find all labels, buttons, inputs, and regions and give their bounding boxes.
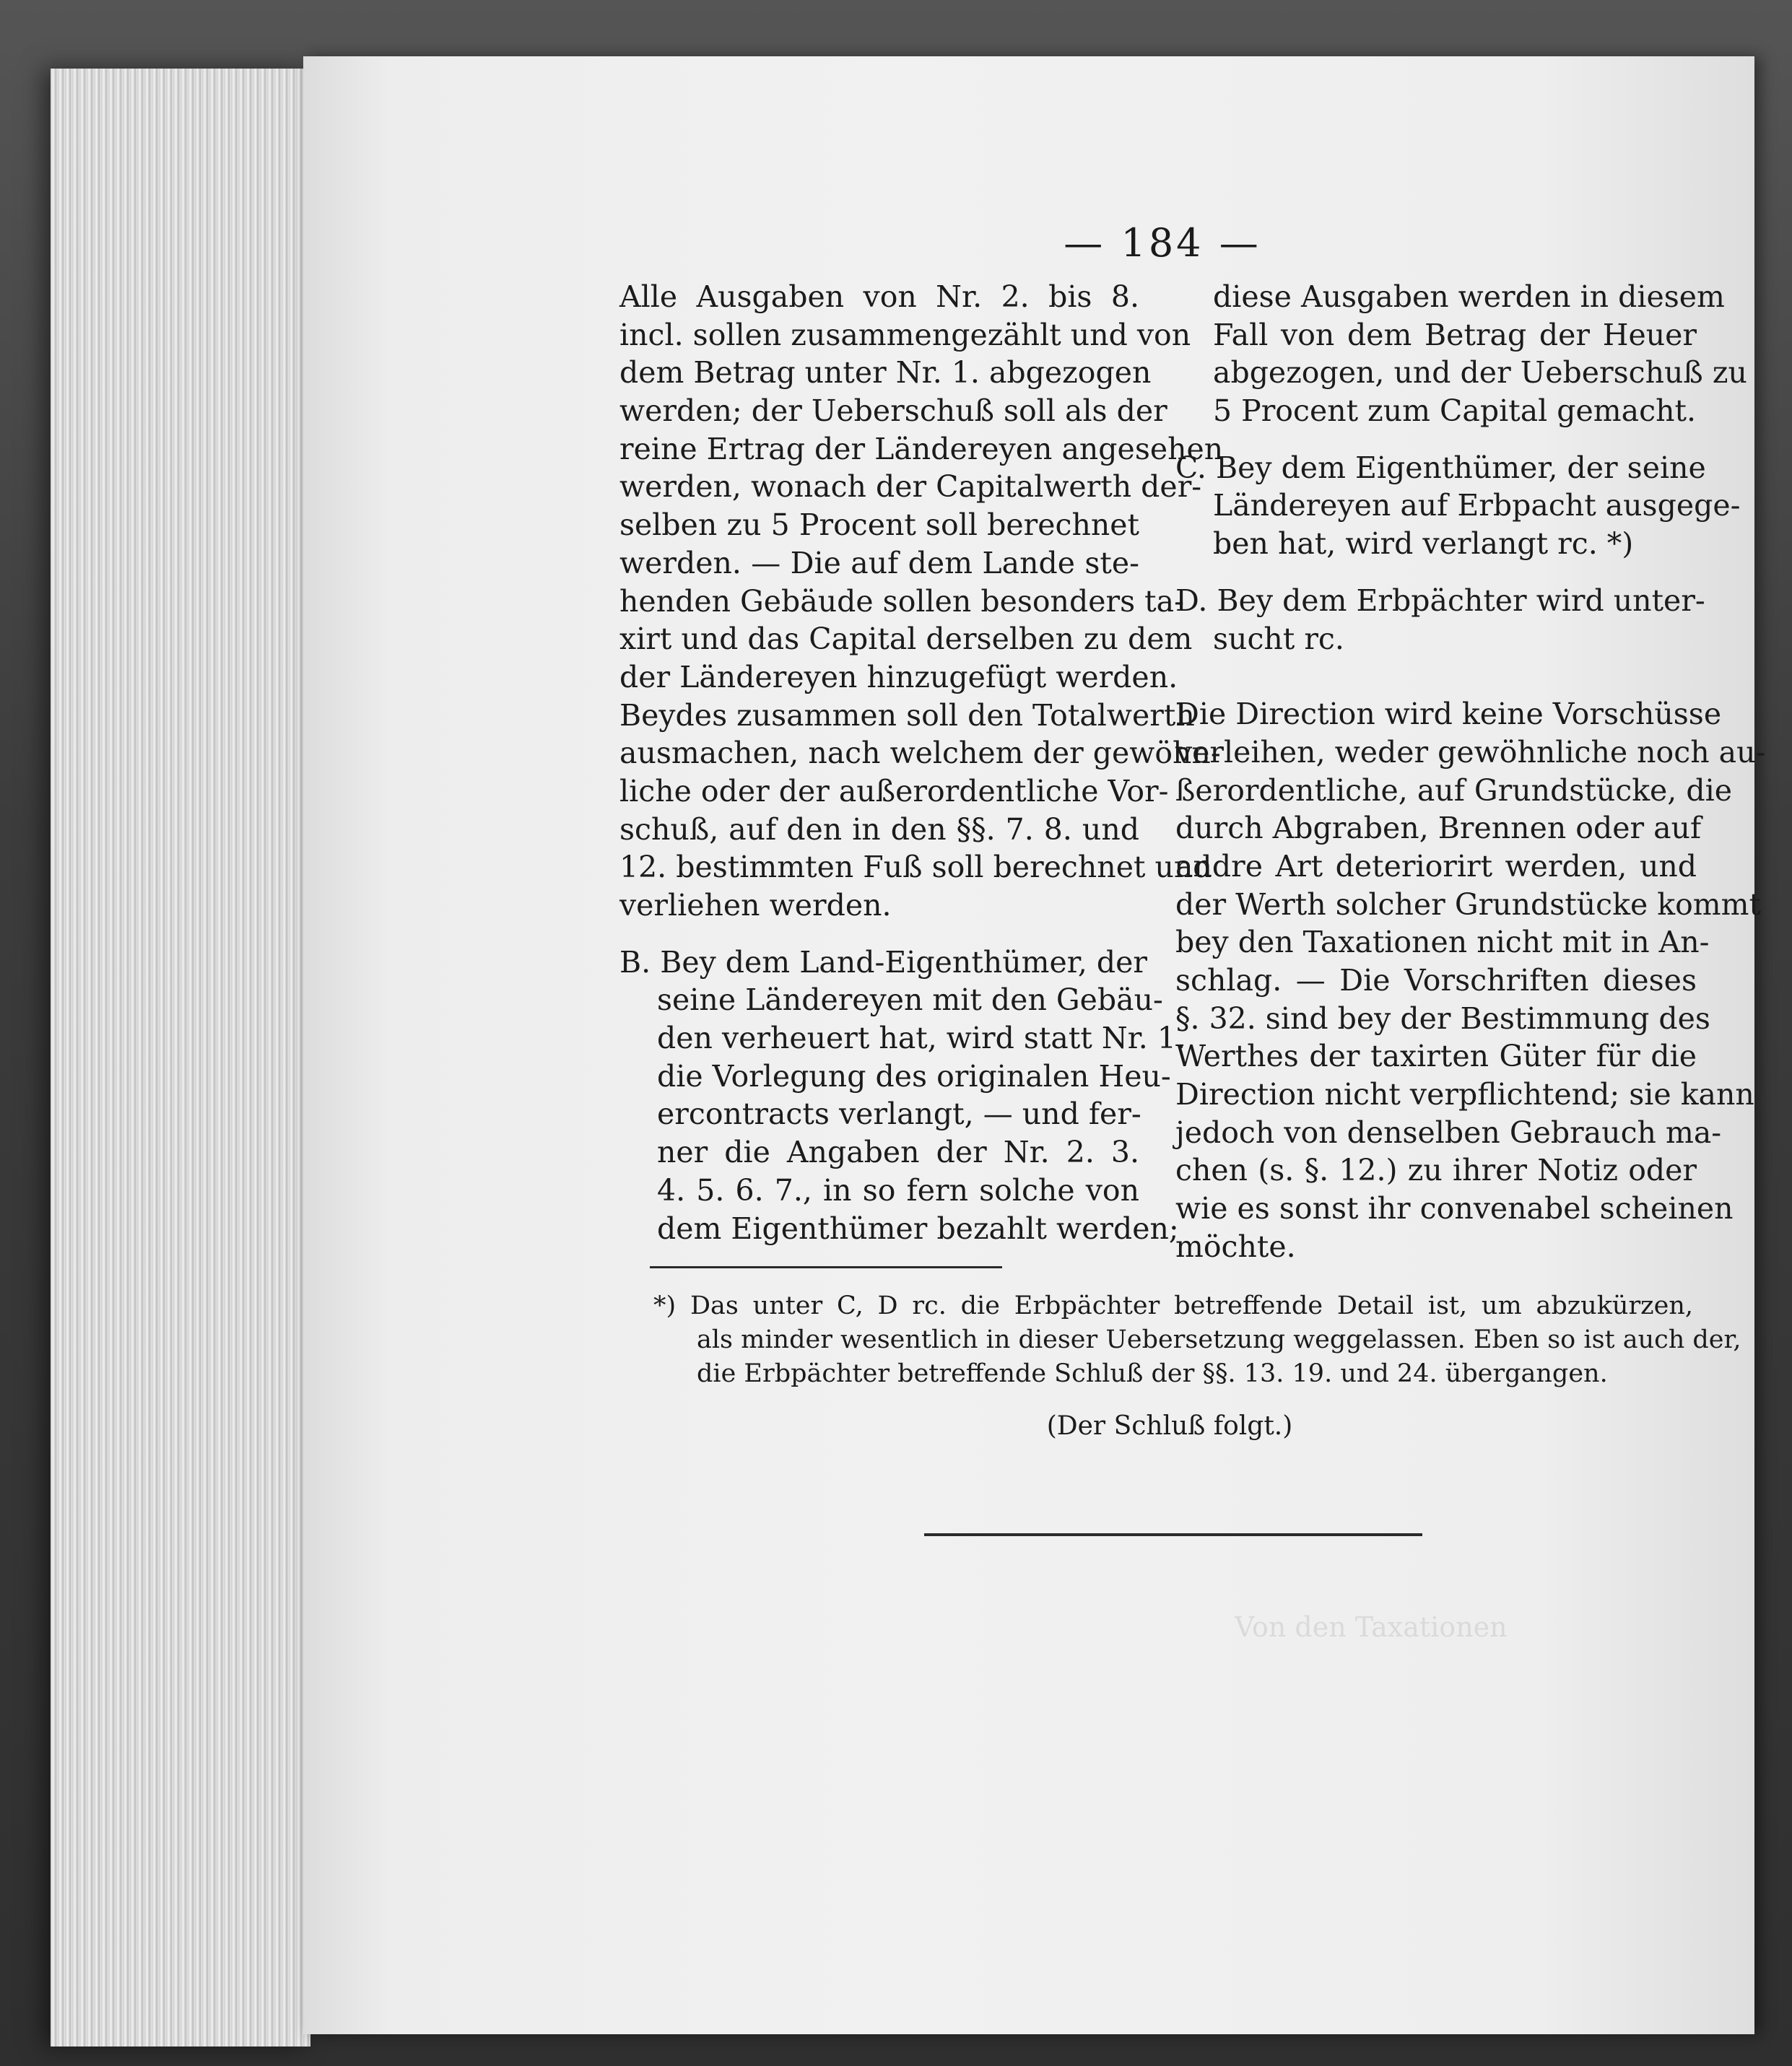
text-line: ausmachen, nach welchem der gewöhn-: [619, 736, 1221, 771]
text-line: den verheuert hat, wird statt Nr. 1.: [657, 1021, 1186, 1056]
text-line: möchte.: [1175, 1229, 1296, 1264]
paragraph-gap: [1175, 658, 1697, 695]
text-line: schlag. — Die Vorschriften dieses: [1175, 963, 1697, 998]
paragraph-direction: [1175, 695, 1766, 1265]
paragraph-d: [1175, 582, 1705, 658]
text-line: schuß, auf den in den §§. 7. 8. und: [619, 811, 1139, 847]
text-line: 12. bestimmten Fuß soll berechnet und: [619, 850, 1212, 885]
text-line: Die Direction wird keine Vorschüsse: [1175, 697, 1722, 732]
text-line: werden, wonach der Capitalwerth der-: [619, 469, 1202, 505]
text-line: verleihen, weder gewöhnliche noch au-: [1175, 734, 1766, 770]
paragraph-b-continuation: [1175, 278, 1747, 430]
text-line: C. Bey dem Eigenthümer, der seine: [1175, 450, 1706, 485]
paragraph-gap: [1175, 430, 1697, 449]
text-line: Direction nicht verpflichtend; sie kann: [1175, 1077, 1754, 1112]
text-line: sucht rc.: [1213, 621, 1344, 656]
text-line: xirt und das Capital derselben zu dem: [619, 622, 1193, 657]
paragraph-gap: [619, 925, 1139, 943]
text-line: 4. 5. 6. 7., in so fern solche von: [657, 1172, 1139, 1208]
text-line: Werthes der taxirten Güter für die: [1175, 1039, 1697, 1074]
text-line: der Werth solcher Grundstücke kommt: [1175, 886, 1762, 922]
text-line: jedoch von denselben Gebrauch ma-: [1175, 1115, 1722, 1150]
footnote: [653, 1289, 1741, 1391]
text-line: dem Betrag unter Nr. 1. abgezogen: [619, 355, 1152, 391]
text-line: seine Ländereyen mit den Gebäu-: [657, 982, 1163, 1018]
text-line: ben hat, wird verlangt rc. *): [1213, 526, 1634, 562]
text-line: D. Bey dem Erbpächter wird unter-: [1175, 583, 1705, 618]
right-column: [1175, 278, 1766, 1266]
text-line: wie es sonst ihr convenabel scheinen: [1175, 1191, 1734, 1226]
text-line: die Vorlegung des originalen Heu-: [657, 1058, 1171, 1094]
text-line: chen (s. §. 12.) zu ihrer Notiz oder: [1175, 1153, 1697, 1188]
paragraph-c: [1175, 449, 1741, 563]
conclusion-note: (Der Schluß folgt.): [1046, 1411, 1293, 1441]
text-line: §. 32. sind bey der Bestimmung des: [1175, 1001, 1710, 1036]
text-line: liche oder der außerordentliche Vor-: [619, 773, 1169, 808]
text-line: 5 Procent zum Capital gemacht.: [1213, 393, 1696, 429]
text-line: ner die Angaben der Nr. 2. 3.: [657, 1135, 1139, 1170]
bleed-through-heading: Von den Taxationen: [1235, 1611, 1508, 1643]
text-line: dem Eigenthümer bezahlt werden;: [657, 1211, 1179, 1246]
text-line: Ländereyen auf Erbpacht ausgege-: [1213, 488, 1741, 523]
footnote-line: als minder wesentlich in dieser Uebersetzung weggelassen. Eben so ist auch der,: [697, 1325, 1741, 1354]
text-line: andre Art deteriorirt werden, und: [1175, 848, 1697, 884]
page-number: — 184 —: [1064, 220, 1261, 266]
footnote-rule: [650, 1266, 1002, 1268]
text-line: bey den Taxationen nicht mit in An-: [1175, 925, 1710, 960]
text-line: reine Ertrag der Ländereyen angesehen: [619, 431, 1224, 466]
text-line: henden Gebäude sollen besonders ta-: [619, 583, 1184, 619]
text-line: diese Ausgaben werden in diesem: [1213, 279, 1725, 314]
book-page-edges: [51, 69, 310, 2047]
paragraph-b: [619, 943, 1186, 1248]
text-line: durch Abgraben, Brennen oder auf: [1175, 811, 1702, 846]
text-line: der Ländereyen hinzugefügt werden.: [619, 659, 1178, 694]
text-line: B. Bey dem Land-Eigenthümer, der: [619, 944, 1148, 980]
text-line: incl. sollen zusammengezählt und von: [619, 317, 1191, 352]
text-line: ercontracts verlangt, — und fer-: [657, 1097, 1141, 1132]
text-line: ßerordentliche, auf Grundstücke, die: [1175, 772, 1732, 808]
text-line: verliehen werden.: [619, 888, 892, 923]
text-line: werden; der Ueberschuß soll als der: [619, 393, 1167, 429]
text-line: abgezogen, und der Ueberschuß zu: [1213, 355, 1747, 391]
paragraph-gap: [1175, 563, 1697, 582]
text-line: Fall von dem Betrag der Heuer: [1213, 317, 1697, 352]
text-line: selben zu 5 Procent soll berechnet: [619, 507, 1139, 543]
left-column: [619, 278, 1224, 1247]
text-line: Beydes zusammen soll den Totalwerth: [619, 697, 1195, 733]
text-line: Alle Ausgaben von Nr. 2. bis 8.: [619, 279, 1139, 314]
text-line: werden. — Die auf dem Lande ste-: [619, 545, 1139, 580]
footnote-line: die Erbpächter betreffende Schluß der §§. 13. 19. und 24. übergangen.: [697, 1359, 1608, 1388]
paragraph-ausgaben: [619, 278, 1224, 925]
footnote-line: *) Das unter C, D rc. die Erbpächter betreffende Detail ist, um abzukürzen,: [653, 1291, 1693, 1320]
end-rule: [924, 1533, 1422, 1536]
